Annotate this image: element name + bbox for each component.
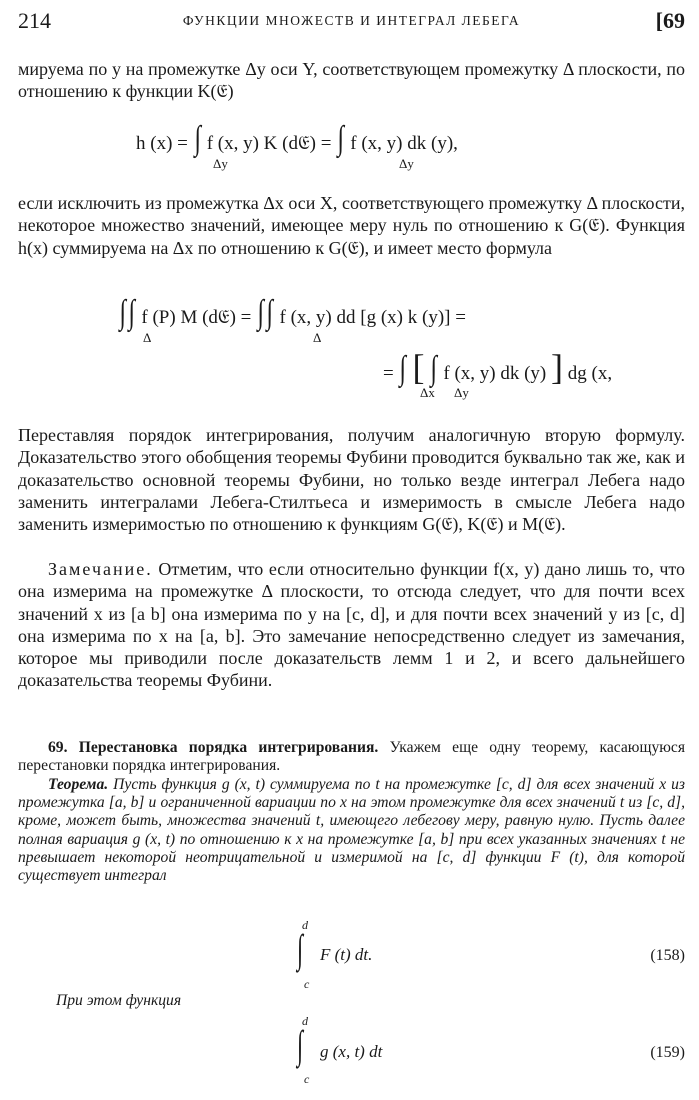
eq159-upper-limit: d — [302, 1014, 308, 1028]
integral-sign: ∫ — [194, 120, 201, 157]
integral-sign: ∫ — [430, 350, 438, 387]
equation-2-line-1 — [118, 294, 466, 332]
theorem-label: Теорема. — [48, 776, 109, 793]
eq159-number: (159) — [650, 1044, 685, 1061]
eq1-rhs: f (x, y) dk (y), — [350, 133, 458, 154]
integral-sign: ∫ — [257, 294, 265, 331]
paragraph-3: Переставляя порядок интегрирования, получим аналогичную вторую формулу. Доказательство этого обобщения теоремы Фубини проводится буквально так же, как и доказательство основной теоремы Фубини, но только везде интеграл Лебега надо заменить интегралами Лебега-Стилтьеса и измеримость в смысле Лебега надо заменить измеримостью по отношению к функциям G(𝔈), K(𝔈) и M(𝔈). — [18, 425, 685, 535]
integral-sign: ∫ — [128, 294, 136, 331]
paragraph-4 — [18, 558, 685, 692]
integral-sign: ∫ — [119, 294, 126, 331]
eq158-lower-limit: c — [304, 977, 310, 991]
eq158-number: (158) — [650, 947, 685, 964]
page-number: 214 — [18, 8, 51, 33]
integral-sign: ∫ — [337, 120, 345, 157]
remark-label: Замечание. — [48, 559, 153, 579]
integral-sign: ∫ — [297, 1022, 304, 1067]
eq2-equals: = — [383, 363, 399, 384]
eq159-lower-limit: c — [304, 1072, 310, 1086]
page-header — [18, 8, 685, 38]
equation-1 — [136, 120, 458, 158]
equation-2-line-2 — [383, 346, 612, 388]
section-number: [69 — [655, 8, 685, 33]
remark-text: Отметим, что если относительно функции f(x, y) дано лишь то, что она измерима на промежутке Δ плоскости, то отсюда следует, что для почти всех значений x из [a b] она измерима по y на [c, d], и для почти всех значений y из [c, d] она измерима по x на [a, b]. Это замечание непосредственно следует из замечания, которое мы приводили после доказательств лемм 1 и 2, и всего дальнейшего доказательства теоремы Фубини. — [18, 559, 685, 691]
eq2-sub-y: Δy — [454, 385, 469, 400]
left-bracket: [ — [412, 347, 425, 387]
paragraph-5: При этом функция — [56, 992, 182, 1009]
eq2-sub-delta-1: Δ — [143, 330, 152, 345]
eq2-line2-tail: dg (x, — [567, 363, 613, 384]
theorem — [18, 776, 685, 885]
theorem-text: Пусть функция g (x, t) суммируема по t на промежутке [c, d] для всех значений x из промежутка [a, b] и ограниченной вариации по x на этом промежутке для всех значений t из [c, d], кроме, может быть, множества значений t, имеющего лебегову меру, равную нулю. Пусть далее полная вариация g (x, t) по отношению к x на промежутке [a, b] при всех указанных значениях t не превышает некоторой неотрицательной и измеримой на [c, d] функции F (t), для которой существует интеграл — [18, 776, 685, 885]
eq158-integrand: F (t) dt. — [320, 945, 373, 964]
eq1-lhs: h (x) = — [136, 133, 188, 154]
eq1-mid: f (x, y) K (d𝔈) = — [206, 133, 332, 154]
eq2-sub-delta-2: Δ — [313, 330, 322, 345]
eq158-upper-limit: d — [302, 918, 308, 932]
eq1-sub-2: Δy — [399, 156, 414, 171]
paragraph-1: мируема по y на промежутке Δy оси Y, соответствующем промежутку Δ плоскости, по отношению к функции K(𝔈) — [18, 59, 685, 102]
eq2-sub-x: Δx — [420, 385, 435, 400]
eq1-sub-1: Δy — [213, 156, 228, 171]
integral-sign: ∫ — [399, 350, 407, 387]
eq2-line1-a: f (P) M (d𝔈) = — [141, 307, 252, 328]
right-bracket: ] — [551, 347, 564, 387]
section-69-title: 69. Перестановка порядка интегрирования. — [48, 739, 379, 756]
paragraph-2: если исключить из промежутка Δx оси X, соответствующего промежутку Δ плоскости, некоторое множество значений, имеющее меру нуль по отношению к G(𝔈). Функция h(x) суммируема на Δx по отношению к G(𝔈), и имеет место формула — [18, 193, 685, 258]
running-title: ФУНКЦИИ МНОЖЕСТВ И ИНТЕГРАЛ ЛЕБЕГА — [182, 13, 521, 28]
section-69-intro-text: Укажем еще одну теорему, касающуюся перестановки порядка интегрирования. — [18, 739, 685, 775]
section-69-intro — [18, 739, 685, 775]
eq159-integrand: g (x, t) dt — [320, 1042, 383, 1061]
eq2-line1-b: f (x, y) dd [g (x) k (y)] = — [279, 307, 466, 328]
integral-sign: ∫ — [266, 294, 274, 331]
eq2-line2: f (x, y) dk (y) — [443, 363, 547, 384]
integral-sign: ∫ — [297, 926, 304, 971]
